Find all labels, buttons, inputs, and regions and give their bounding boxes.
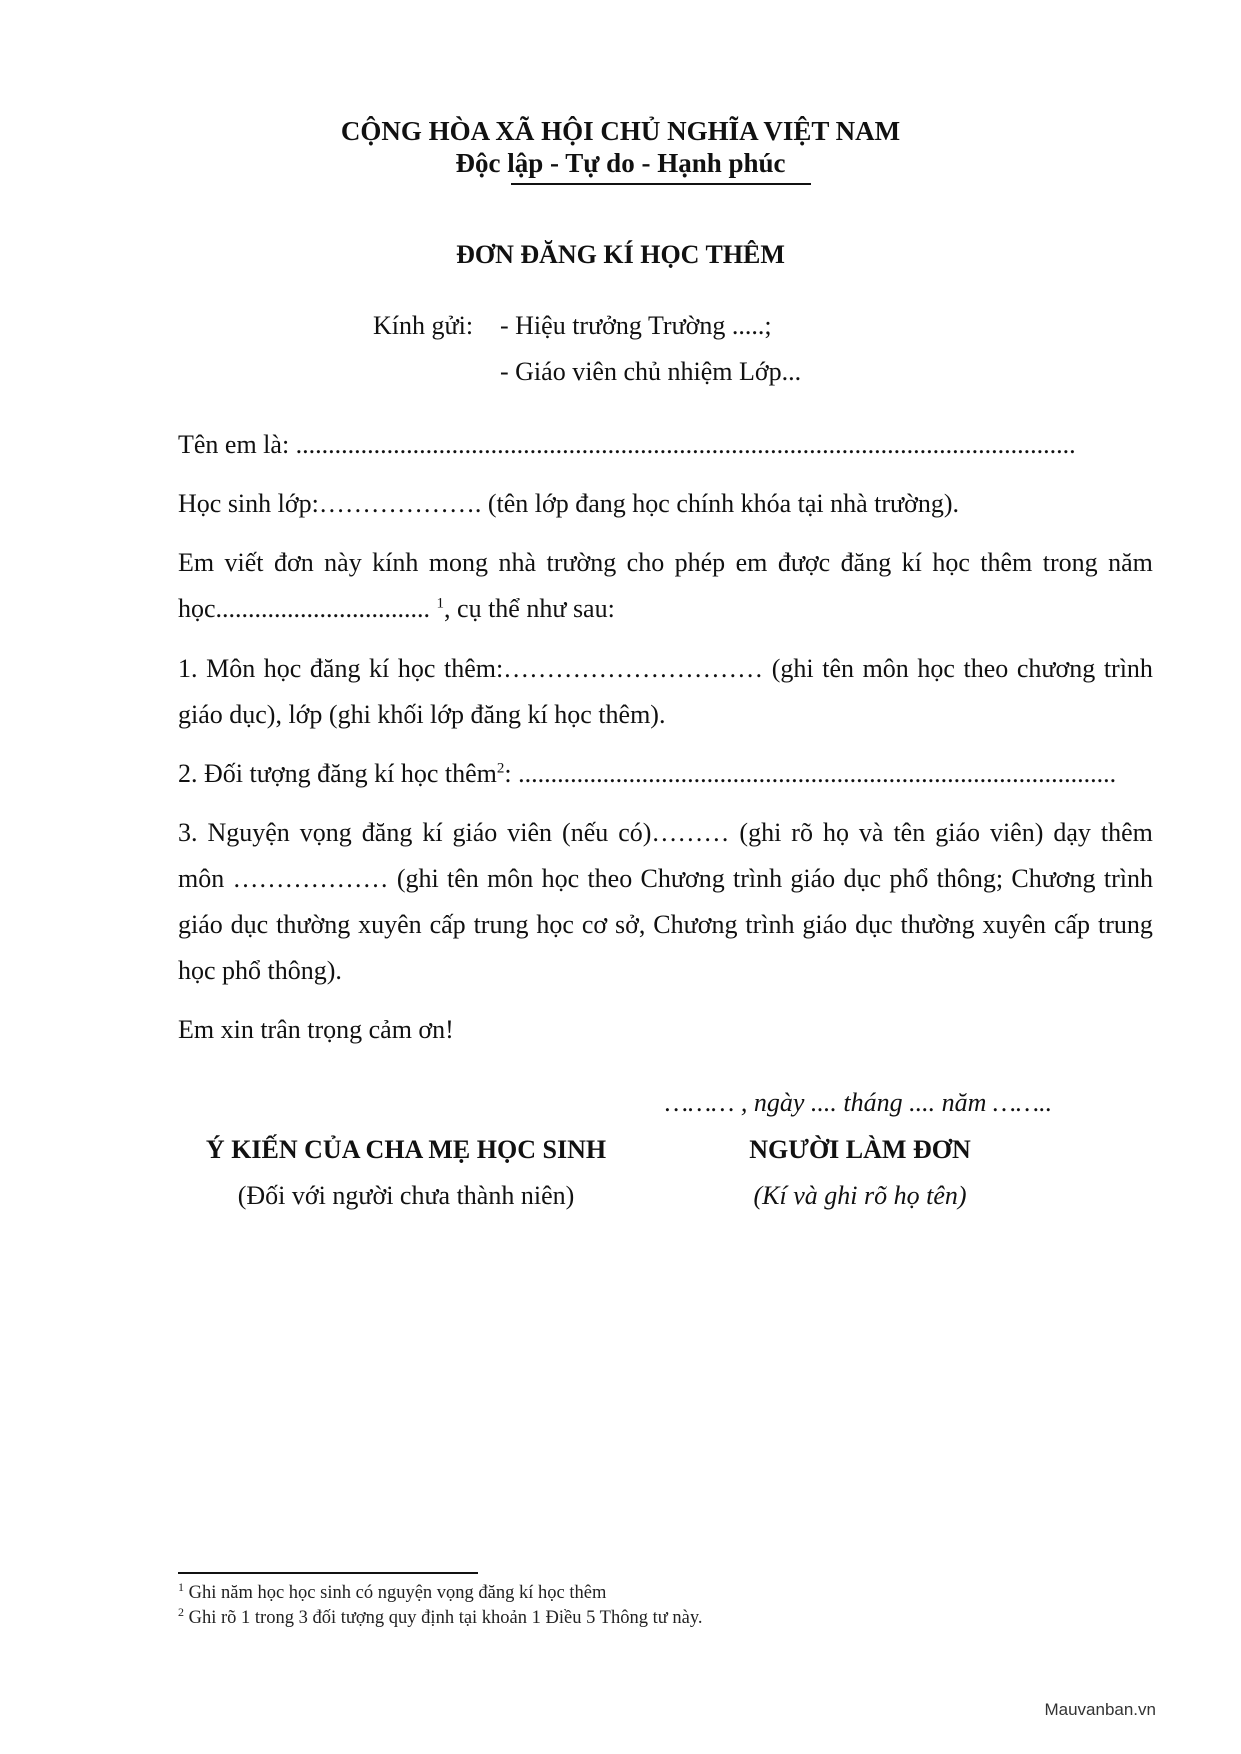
word: phổ	[889, 864, 929, 893]
item-2-label: 2. Đối tượng đăng kí học thêm	[178, 759, 497, 788]
footnote-1-mark: 1	[178, 1579, 184, 1594]
word: nhà	[498, 548, 537, 577]
word: năm	[1108, 548, 1153, 577]
word: được	[777, 548, 831, 577]
word: tên	[447, 864, 479, 893]
word: kí	[369, 654, 390, 683]
parent-opinion-title: Ý KIẾN CỦA CHA MẸ HỌC SINH	[205, 1135, 607, 1164]
word: chương	[1016, 654, 1096, 683]
word: môn	[178, 864, 225, 893]
word: họ	[822, 818, 849, 847]
applicant-title: NGƯỜI LÀM ĐƠN	[749, 1135, 971, 1164]
word: Môn	[206, 654, 256, 683]
item-2-line	[178, 759, 1116, 789]
word: đăng	[309, 654, 361, 683]
word: học	[536, 910, 574, 939]
request-line-1	[178, 548, 1153, 578]
word: (ghi	[771, 654, 814, 683]
word: thêm:…………………………	[443, 654, 764, 683]
country-heading: CỘNG HÒA XÃ HỘI CHỦ NGHĨA VIỆT NAM	[340, 116, 901, 146]
word: dạy	[1053, 818, 1091, 847]
word: trình	[1103, 864, 1153, 893]
word: trình	[745, 910, 795, 939]
word: thường	[900, 910, 975, 939]
site-watermark: Mauvanban.vn	[1044, 1700, 1156, 1719]
word: Chương	[1011, 864, 1096, 893]
word: vọng	[299, 818, 352, 847]
word: trường	[546, 548, 617, 577]
word: (ghi	[739, 818, 782, 847]
word: cấp	[429, 910, 466, 939]
word: kí	[422, 818, 443, 847]
word: (ghi	[396, 864, 439, 893]
word: tên	[822, 654, 854, 683]
word: phép	[674, 548, 726, 577]
word: giáo	[178, 910, 223, 939]
word: viết	[224, 548, 264, 577]
word: cấp	[1053, 910, 1091, 939]
word: kính	[372, 548, 419, 577]
word: cơ	[581, 910, 608, 939]
word: tên	[893, 818, 926, 847]
word: 1.	[178, 654, 198, 683]
item-2-blank: : ............................................................................................	[504, 759, 1117, 788]
student-name-line: Tên em là: ........................................................................................................................	[178, 430, 1076, 459]
footnote-ref-2: 2	[496, 760, 505, 777]
student-class-line: Học sinh lớp:………………. (tên lớp đang học chính khóa tại nhà trường).	[178, 489, 960, 518]
word: Chương	[640, 864, 725, 893]
footnote-1-text: Ghi năm học học sinh có nguyện vọng đăng kí học thêm	[184, 1583, 607, 1603]
word: giáo	[802, 910, 848, 939]
parent-opinion-note: (Đối với người chưa thành niên)	[237, 1181, 575, 1210]
word: giáo	[452, 818, 498, 847]
word: mong	[428, 548, 489, 577]
item-1-line-2: giáo dục), lớp (ghi khối lớp đăng kí học thêm).	[178, 700, 666, 729]
word: này	[324, 548, 362, 577]
word: theo	[963, 654, 1009, 683]
word: rõ	[791, 818, 813, 847]
word: và	[858, 818, 884, 847]
item-3-line-4: học phổ thông).	[178, 956, 342, 985]
word: cho	[626, 548, 665, 577]
word: viên)	[989, 818, 1044, 847]
word: dục	[843, 864, 882, 893]
word: học	[932, 548, 970, 577]
word: theo	[587, 864, 633, 893]
word: Chương	[653, 910, 738, 939]
word: (nếu	[562, 818, 609, 847]
word: học	[541, 864, 580, 893]
word: viên	[507, 818, 553, 847]
word: thông;	[936, 864, 1004, 893]
applicant-note: (Kí và ghi rõ họ tên)	[753, 1181, 967, 1210]
footnote-separator	[178, 1572, 478, 1574]
word: thường	[276, 910, 351, 939]
word: trình	[733, 864, 783, 893]
word: Em	[178, 548, 215, 577]
word: dục	[855, 910, 893, 939]
word: trình	[1103, 654, 1153, 683]
word: học	[263, 654, 302, 683]
word: dục	[230, 910, 269, 939]
word: xuyên	[982, 910, 1047, 939]
word: xuyên	[358, 910, 422, 939]
word: ………………	[232, 864, 389, 893]
word: thêm	[980, 548, 1033, 577]
motto-heading: Độc lập - Tự do - Hạnh phúc	[455, 148, 786, 178]
word: môn	[487, 864, 534, 893]
footnote-1	[178, 1579, 607, 1604]
word: Nguyện	[207, 818, 290, 847]
request-line-2	[178, 594, 615, 624]
request-line-2-end: , cụ thể như sau:	[444, 594, 615, 623]
footnote-2-text: Ghi rõ 1 trong 3 đối tượng quy định tại khoản 1 Điều 5 Thông tư này.	[184, 1608, 703, 1628]
item-3-line-1	[178, 818, 1153, 848]
recipient-homeroom-teacher: - Giáo viên chủ nhiệm Lớp...	[500, 357, 802, 386]
word: đăng	[840, 548, 892, 577]
thanks-line: Em xin trân trọng cảm ơn!	[178, 1015, 454, 1044]
word: em	[735, 548, 768, 577]
item-3-line-3	[178, 910, 1153, 940]
recipient-principal: - Hiệu trưởng Trường .....;	[500, 311, 772, 340]
word: môn	[862, 654, 909, 683]
item-1-line-1	[178, 654, 1153, 684]
recipients-label: Kính gửi:	[373, 311, 474, 340]
word: trung	[473, 910, 529, 939]
word: đơn	[273, 548, 314, 577]
word: giáo	[935, 818, 980, 847]
word: 3.	[178, 818, 198, 847]
date-line: ……… , ngày .... tháng .... năm ……..	[665, 1088, 1053, 1117]
word: có)………	[618, 818, 730, 847]
word: học	[397, 654, 436, 683]
document-title: ĐƠN ĐĂNG KÍ HỌC THÊM	[456, 240, 785, 269]
item-3-line-2	[178, 864, 1153, 894]
motto-underline	[511, 183, 811, 185]
footnote-2	[178, 1604, 703, 1629]
school-year-blank: học.................................	[178, 594, 431, 623]
word: đăng	[361, 818, 413, 847]
footnote-2-mark: 2	[178, 1604, 184, 1619]
footnote-ref-1: 1	[436, 595, 445, 612]
word: trung	[1097, 910, 1153, 939]
word: học	[917, 654, 955, 683]
word: kí	[901, 548, 922, 577]
word: sở,	[615, 910, 646, 939]
word: giáo	[790, 864, 836, 893]
word: trong	[1042, 548, 1098, 577]
word: thêm	[1100, 818, 1153, 847]
